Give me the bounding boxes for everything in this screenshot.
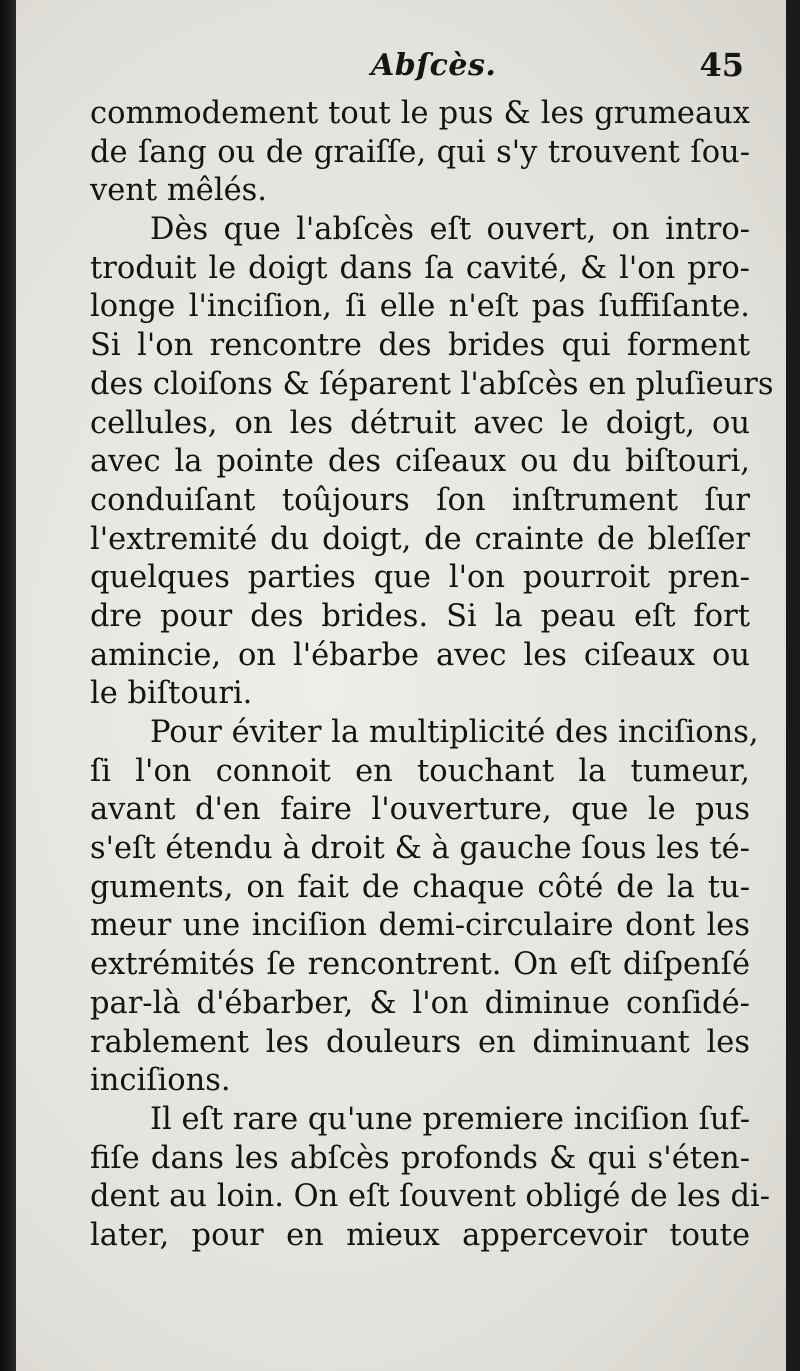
text-line: extrémités ſe rencontrent. On eſt diſpenſé bbox=[90, 947, 750, 983]
text-line: Dès que l'abſcès eſt ouvert, on intro- bbox=[150, 212, 750, 248]
text-line: par-là d'ébarber, & l'on diminue conſidé- bbox=[90, 985, 750, 1021]
text-line: commodement tout le pus & les grumeaux bbox=[90, 96, 750, 131]
body-text bbox=[90, 95, 774, 1256]
text-line: avec la pointe des ciſeaux ou du biſtouri, bbox=[90, 444, 750, 480]
text-line: amincie, on l'ébarbe avec les ciſeaux ou bbox=[90, 637, 750, 673]
text-line: rablement les douleurs en diminuant les bbox=[90, 1024, 750, 1060]
text-line: de ſang ou de graiſſe, qui s'y trouvent ſou- bbox=[90, 134, 750, 170]
text-line: Si l'on rencontre des brides qui forment bbox=[90, 328, 750, 364]
text-line: ſi l'on connoit en touchant la tumeur, bbox=[90, 753, 750, 789]
paragraph bbox=[90, 211, 774, 714]
text-line: inciſions. bbox=[90, 1063, 231, 1099]
text-line: Il eſt rare qu'une premiere inciſion ſuf- bbox=[150, 1101, 751, 1137]
text-line: dre pour des brides. Si la peau eſt fort bbox=[90, 598, 750, 634]
paragraph bbox=[90, 95, 750, 211]
page-number: 45 bbox=[699, 46, 744, 84]
text-line: s'eſt étendu à droit & à gauche ſous les té- bbox=[90, 831, 750, 867]
text-line: cellules, on les détruit avec le doigt, ou bbox=[90, 405, 750, 441]
text-line: le biſtouri. bbox=[90, 676, 253, 712]
book-page bbox=[16, 0, 786, 1371]
text-line: longe l'inciſion, ſi elle n'eſt pas ſuffiſante. bbox=[90, 289, 750, 325]
text-line: avant d'en faire l'ouverture, que le pus bbox=[90, 792, 750, 828]
paragraph bbox=[90, 714, 759, 1101]
text-line: l'extremité du doigt, de crainte de bleſſer bbox=[90, 521, 750, 557]
text-line: conduiſant toûjours ſon inſtrument ſur bbox=[90, 482, 750, 518]
running-head bbox=[16, 42, 786, 88]
text-line: dent au loin. On eſt ſouvent obligé de les di- bbox=[90, 1179, 771, 1215]
text-line: later, pour en mieux appercevoir toute bbox=[90, 1217, 750, 1253]
text-line: vent mêlés. bbox=[90, 173, 267, 209]
text-line: fiſe dans les abſcès profonds & qui s'éten- bbox=[90, 1140, 750, 1176]
text-line: meur une inciſion demi-circulaire dont les bbox=[90, 908, 750, 944]
text-line: des cloiſons & ſéparent l'abſcès en pluſieurs bbox=[90, 366, 774, 402]
paragraph bbox=[90, 1101, 771, 1256]
running-head-title: Abſcès. bbox=[371, 48, 497, 83]
text-line: Pour éviter la multiplicité des inciſions, bbox=[150, 715, 759, 750]
text-line: guments, on fait de chaque côté de la tu- bbox=[90, 869, 750, 905]
scan-dark-edge bbox=[0, 0, 16, 1371]
text-line: quelques parties que l'on pourroit pren- bbox=[90, 560, 750, 596]
text-line: troduit le doigt dans ſa cavité, & l'on pro- bbox=[90, 250, 750, 286]
